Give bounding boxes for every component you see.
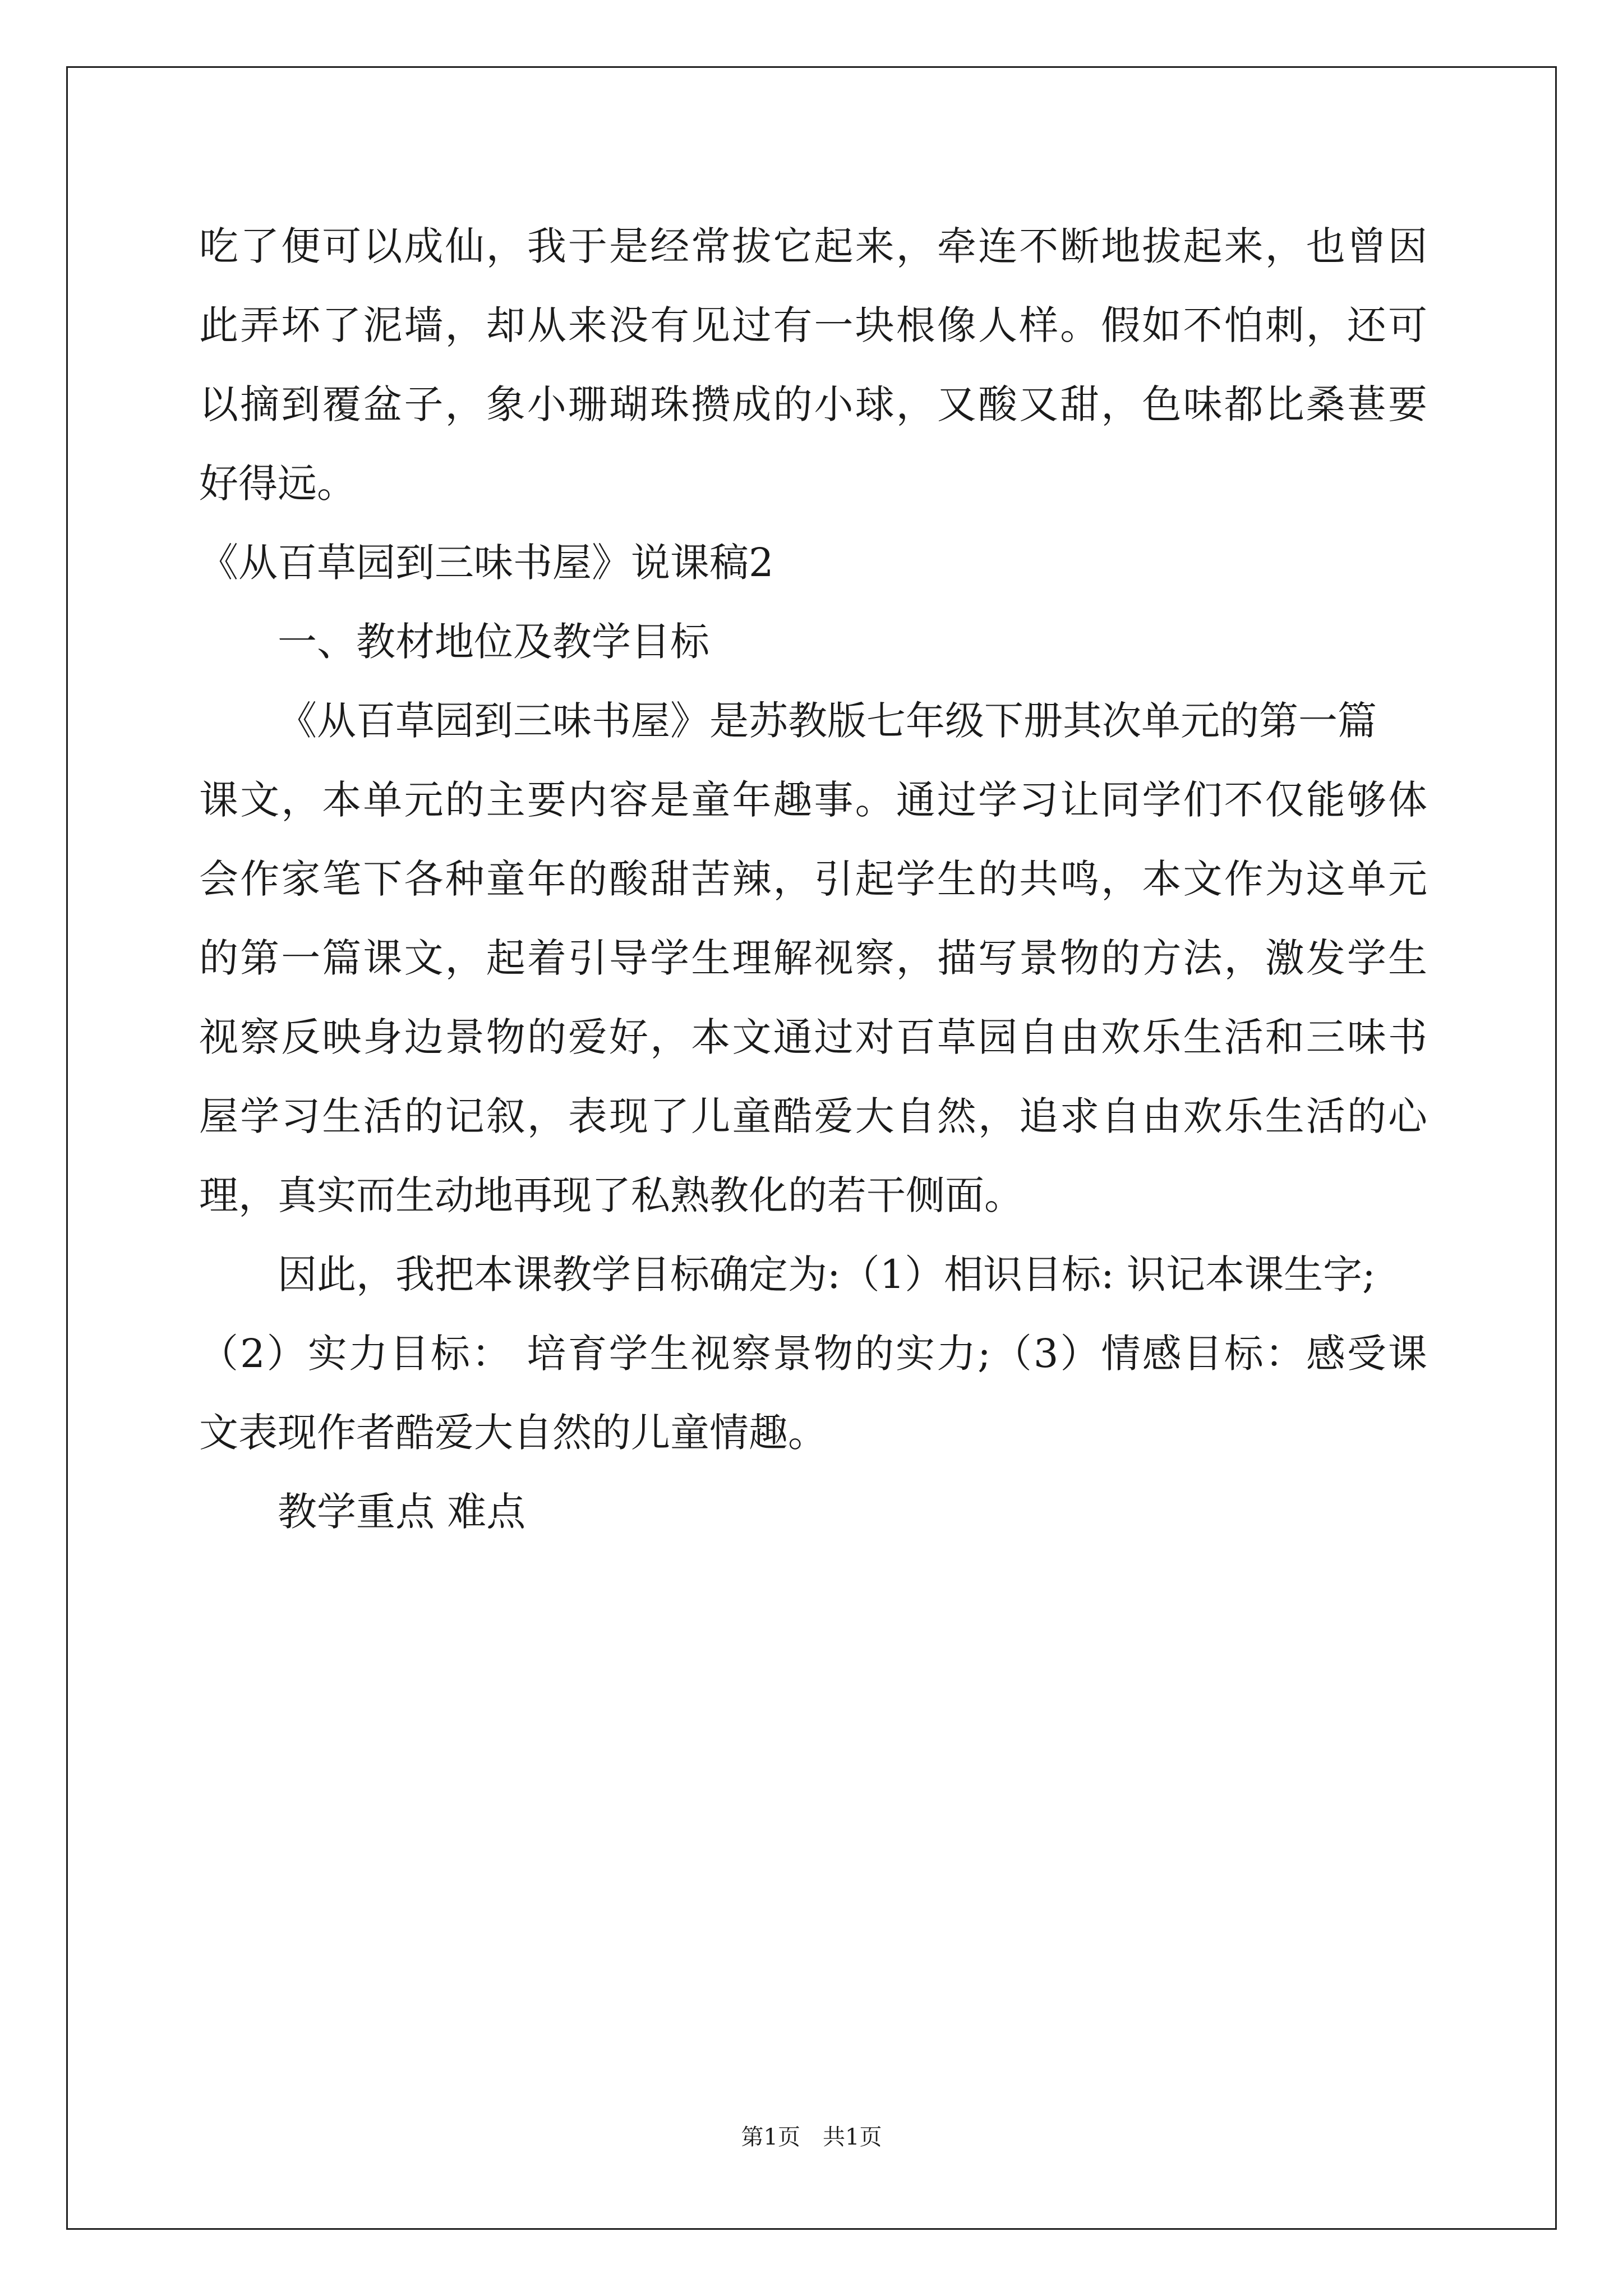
paragraph-line: 会作家笔下各种童年的酸甜苦辣，引起学生的共鸣，本文作为这单元: [199, 856, 1427, 902]
paragraph-line: 好得远。: [199, 461, 356, 507]
paragraph-line: 吃了便可以成仙，我于是经常拔它起来，牵连不断地拔起来，也曾因: [199, 223, 1427, 269]
section-heading: 教学重点 难点: [278, 1489, 526, 1535]
paragraph-line: 以摘到覆盆子，象小珊瑚珠攒成的小球，又酸又甜，色味都比桑葚要: [199, 381, 1427, 427]
paragraph-line: （2）实力目标： 培育学生视察景物的实力;（3）情感目标：感受课: [199, 1331, 1427, 1377]
paragraph-line: 屋学习生活的记叙，表现了儿童酷爱大自然，追求自由欢乐生活的心: [199, 1093, 1427, 1139]
paragraph-line: 此弄坏了泥墙，却从来没有见过有一块根像人样。假如不怕刺，还可: [199, 302, 1427, 348]
paragraph-line: 文表现作者酷爱大自然的儿童情趣。: [199, 1410, 827, 1456]
paragraph-line: 《从百草园到三味书屋》是苏教版七年级下册其次单元的第一篇: [278, 698, 1377, 744]
paragraph-line: 课文，本单元的主要内容是童年趣事。通过学习让同学们不仅能够体: [199, 777, 1427, 823]
paragraph-line: 理，真实而生动地再现了私熟教化的若干侧面。: [199, 1172, 1023, 1218]
page-number: 第1页 共1页: [741, 2124, 882, 2150]
paragraph-line: 视察反映身边景物的爱好，本文通过对百草园自由欢乐生活和三味书: [199, 1014, 1427, 1060]
section-title: 《从百草园到三味书屋》说课稿2: [199, 540, 774, 586]
section-heading: 一、教材地位及教学目标: [278, 619, 709, 665]
paragraph-line: 的第一篇课文，起着引导学生理解视察，描写景物的方法，激发学生: [199, 935, 1427, 981]
paragraph-line: 因此，我把本课教学目标确定为:（1）相识目标: 识记本课生字;: [278, 1251, 1376, 1297]
